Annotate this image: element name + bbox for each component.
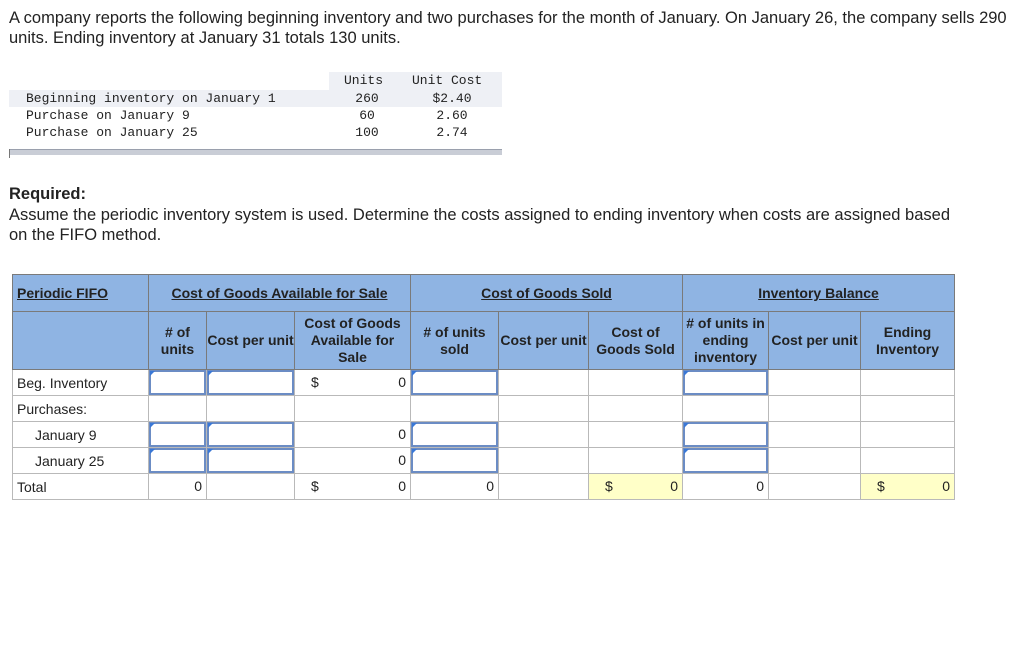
row-total: Total 0 $ 0 0 $ 0 0 $ 0 — [13, 474, 955, 500]
total-cogs: 0 — [670, 478, 678, 494]
row-jan25 — [13, 448, 955, 474]
beg-units-sold-input[interactable] — [411, 370, 498, 395]
total-cogas: 0 — [398, 478, 406, 494]
group-available: Cost of Goods Available for Sale — [149, 275, 411, 312]
row-label: Total — [13, 474, 149, 500]
units-header: Units — [344, 73, 384, 88]
col-cogas: Cost of Goods Available for Sale — [295, 312, 411, 370]
row-label: January 9 — [13, 422, 149, 448]
jan25-cogas-value: 0 — [398, 452, 406, 468]
jan25-units-sold-input[interactable] — [411, 448, 498, 473]
row-beg-inventory: Beg. Inventory $ 0 — [13, 370, 955, 396]
total-units-sold: 0 — [486, 478, 494, 494]
table-divider — [9, 149, 502, 155]
required-text: Assume the periodic inventory system is used. Determine the costs assigned to ending inventory when costs are assigned based on the FIFO method. — [9, 206, 950, 244]
group-sold: Cost of Goods Sold — [411, 275, 683, 312]
beg-cogas-value: 0 — [398, 374, 406, 390]
beg-units-input[interactable] — [149, 370, 206, 395]
total-units: 0 — [194, 478, 202, 494]
total-units-ending: 0 — [756, 478, 764, 494]
total-ending-inventory: 0 — [942, 478, 950, 494]
row-label: Purchases: — [13, 396, 149, 422]
col-cogs: Cost of Goods Sold — [589, 312, 683, 370]
col-cost-per-unit-sold: Cost per unit — [499, 312, 589, 370]
row-label: January 25 — [13, 448, 149, 474]
jan25-cost-input[interactable] — [207, 448, 294, 473]
col-cost-per-unit: Cost per unit — [207, 312, 295, 370]
given-row: Beginning inventory on January 1 260 $2.40 — [9, 90, 502, 107]
jan9-units-sold-input[interactable] — [411, 422, 498, 447]
col-cost-per-unit-ending: Cost per unit — [769, 312, 861, 370]
col-ending-inventory: Ending Inventory — [861, 312, 955, 370]
required-title: Required: — [9, 185, 87, 203]
beg-cost-input[interactable] — [207, 370, 294, 395]
col-units-sold: # of units sold — [411, 312, 499, 370]
jan9-cost-input[interactable] — [207, 422, 294, 447]
col-units: # of units — [149, 312, 207, 370]
fifo-worksheet — [12, 274, 955, 500]
jan25-units-ending-input[interactable] — [683, 448, 768, 473]
problem-intro: A company reports the following beginning inventory and two purchases for the month of January. On January 26, the company sells 290 units. Ending inventory at January 31 totals 130 units. — [9, 9, 1007, 47]
given-row: Purchase on January 9 60 2.60 — [26, 108, 468, 123]
given-data-table — [9, 72, 502, 156]
col-units-ending: # of units in ending inventory — [683, 312, 769, 370]
beg-units-ending-input[interactable] — [683, 370, 768, 395]
jan25-units-input[interactable] — [149, 448, 206, 473]
row-label: Beg. Inventory — [13, 370, 149, 396]
row-jan9 — [13, 422, 955, 448]
jan9-cogas-value: 0 — [398, 426, 406, 442]
unit-cost-header: Unit Cost — [412, 73, 483, 88]
given-row: Purchase on January 25 100 2.74 — [26, 125, 468, 140]
jan9-units-input[interactable] — [149, 422, 206, 447]
group-balance: Inventory Balance — [683, 275, 955, 312]
corner-label: Periodic FIFO — [13, 275, 149, 312]
jan9-units-ending-input[interactable] — [683, 422, 768, 447]
row-purchases — [13, 396, 955, 422]
